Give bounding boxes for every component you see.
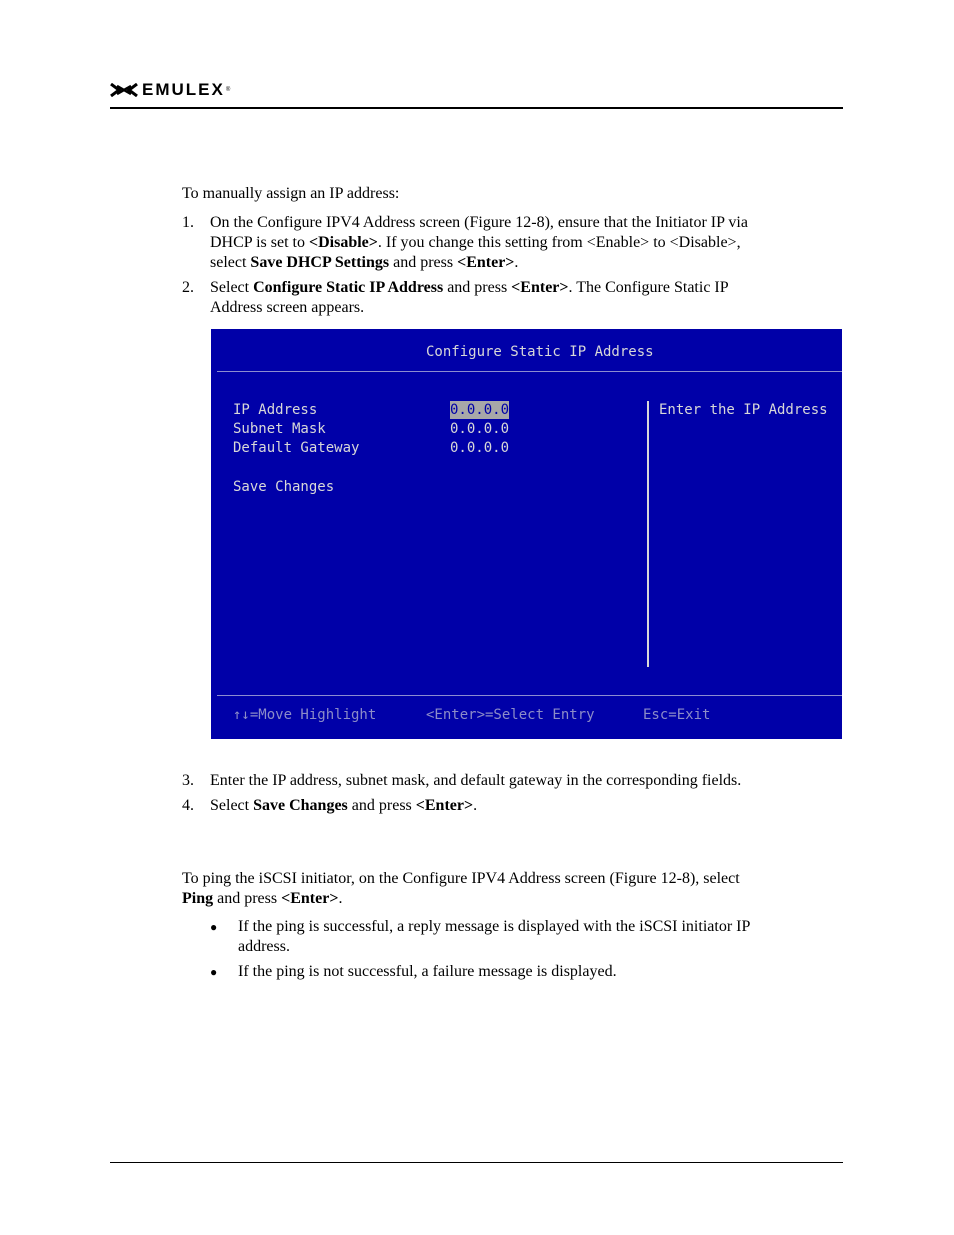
text-run: If the ping is successful, a reply message is displayed with the iSCSI initiator IP (238, 918, 751, 935)
step-number: 1. (182, 214, 194, 231)
intro-text: To manually assign an IP address: (182, 185, 400, 202)
text-run: . If you change this setting from <Enable> to <Disable>, (377, 234, 741, 251)
help-panel-divider (647, 401, 649, 667)
footer-move-highlight: ↑↓=Move Highlight (233, 707, 377, 723)
text-run: DHCP is set to (210, 234, 309, 251)
footer-select-entry: <Enter>=Select Entry (426, 707, 595, 723)
ip-address-value[interactable]: 0.0.0.0 (450, 402, 510, 418)
step-1-line-2 (210, 233, 741, 253)
text-run: . (514, 254, 519, 271)
subnet-mask-label[interactable]: Subnet Mask (233, 421, 326, 437)
bios-footer-divider (217, 695, 842, 696)
emulex-logo (110, 81, 230, 99)
trademark: ® (225, 87, 231, 93)
text-run: Enter the IP address, subnet mask, and default gateway in the corresponding fields. (210, 772, 742, 789)
bold-term: <Enter> (457, 254, 515, 271)
ping-bullet-1-line-2 (238, 937, 290, 957)
ping-bullet-1-line-1 (238, 917, 750, 937)
text-run: . (338, 890, 343, 907)
ip-address-label[interactable]: IP Address (233, 402, 318, 418)
ping-bullet-2-line-1 (238, 962, 617, 982)
text-run: and press (389, 254, 458, 271)
text-run: On the Configure IPV4 Address screen (Figure 12-8), ensure that the Initiator IP via (210, 214, 748, 231)
help-text: Enter the IP Address (659, 402, 828, 418)
ping-text-line-2 (182, 889, 342, 909)
step-1-line-1 (210, 213, 748, 233)
ping-text-line-1 (182, 869, 740, 889)
text-run: . (473, 797, 478, 814)
default-gateway-value[interactable]: 0.0.0.0 (450, 440, 510, 456)
header-rule (110, 107, 843, 109)
subnet-mask-value[interactable]: 0.0.0.0 (450, 421, 510, 437)
bold-term: Save DHCP Settings (250, 254, 390, 271)
bold-term: <Enter> (415, 797, 474, 814)
footer-rule (110, 1162, 843, 1163)
text-run: and press (347, 797, 416, 814)
text-run: Select (210, 797, 254, 814)
bold-term: Ping (182, 890, 214, 907)
emulex-mark-icon (110, 83, 138, 97)
bold-term: Configure Static IP Address (253, 279, 444, 296)
text-run: and press (443, 279, 512, 296)
text-run: select (210, 254, 251, 271)
bullet-icon: ● (210, 920, 218, 934)
step-3-line-1 (210, 771, 741, 791)
step-number: 4. (182, 797, 194, 814)
text-run: Address screen appears. (210, 299, 365, 316)
step-4-line-1 (210, 796, 477, 816)
text-run: To ping the iSCSI initiator, on the Configure IPV4 Address screen (Figure 12-8), select (182, 870, 740, 887)
bios-title: Configure Static IP Address (426, 344, 654, 360)
text-run: and press (213, 890, 282, 907)
text-run: address. (238, 938, 290, 955)
text-run: If the ping is not successful, a failure message is displayed. (238, 963, 617, 980)
footer-exit: Esc=Exit (643, 707, 711, 723)
configure-static-ip-screen (211, 329, 842, 739)
bold-term: <Enter> (281, 890, 339, 907)
bios-title-divider (217, 371, 842, 372)
bold-term: <Disable> (308, 234, 378, 251)
bold-term: Save Changes (253, 797, 348, 814)
step-number: 3. (182, 772, 194, 789)
bold-term: <Enter> (511, 279, 569, 296)
brand-name: EMULEX (142, 80, 225, 99)
default-gateway-label[interactable]: Default Gateway (233, 440, 360, 456)
step-number: 2. (182, 279, 194, 296)
text-run: . The Configure Static IP (568, 279, 729, 296)
step-2-line-2 (210, 298, 364, 318)
step-1-line-3 (210, 253, 518, 273)
step-2-line-1 (210, 278, 729, 298)
bullet-icon: ● (210, 965, 218, 979)
save-changes-item[interactable]: Save Changes (233, 479, 335, 495)
text-run: Select (210, 279, 254, 296)
